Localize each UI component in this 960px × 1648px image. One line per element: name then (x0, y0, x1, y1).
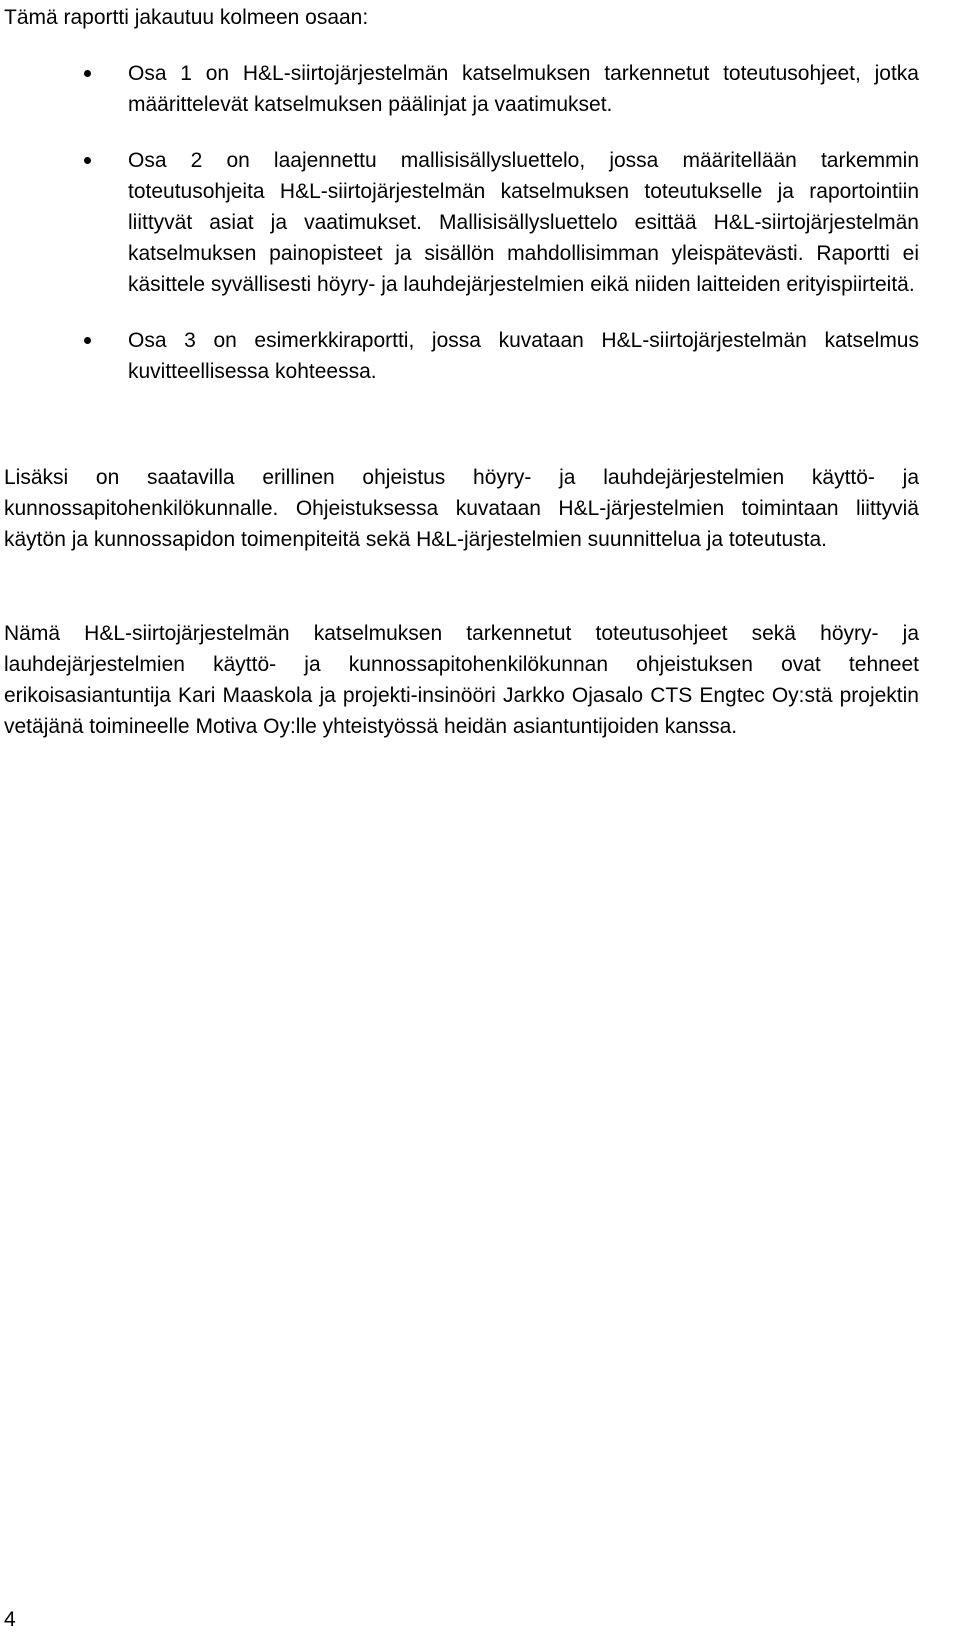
bullet-text: Osa 3 on esimerkkiraportti, jossa kuvataan H&L-siirtojärjestelmän katselmus kuvitteellisessa kohteessa. (128, 329, 919, 383)
list-item (4, 145, 919, 300)
list-item (4, 58, 919, 120)
bullet-text: Osa 1 on H&L-siirtojärjestelmän katselmuksen tarkennetut toteutusohjeet, jotka määrittelevät katselmuksen päälinjat ja vaatimukset. (128, 62, 919, 116)
bullet-text: Osa 2 on laajennettu mallisisällysluettelo, jossa määritellään tarkemmin toteutusohjeita H&L-siirtojärjestelmän katselmuksen toteutukselle ja raportointiin liittyvät asiat ja vaatimukset. Mallisisällysluettelo esittää H&L-siirtojärjestelmän katselmuksen painopisteet ja sisällön mahdollisimman yleispätevästi. Raportti ei käsittele syvällisesti höyry- ja lauhdejärjestelmien eikä niiden laitteiden erityispiirteitä. (128, 149, 919, 296)
bullet-icon (84, 337, 91, 344)
bullet-icon (84, 70, 91, 77)
bullet-list (4, 58, 919, 412)
list-item (4, 325, 919, 387)
paragraph-authors: Nämä H&L-siirtojärjestelmän katselmuksen tarkennetut toteutusohjeet sekä höyry- ja lauhdejärjestelmien käyttö- ja kunnossapitohenkilökunnan ohjeistuksen ovat tehneet erikoisasiantuntija Kari Maaskola ja projekti-insinööri Jarkko Ojasalo CTS Engtec Oy:stä projektin vetäjänä toimineelle Motiva Oy:lle yhteistyössä heidän asiantuntijoiden kanssa. (4, 622, 919, 738)
bullet-icon (84, 157, 91, 164)
page-number: 4 (4, 1608, 16, 1631)
paragraph-additional-guidance: Lisäksi on saatavilla erillinen ohjeistus höyry- ja lauhdejärjestelmien käyttö- ja kunnossapitohenkilökunnalle. Ohjeistuksessa kuvataan H&L-järjestelmien toimintaan liittyviä käytön ja kunnossapidon toimenpiteitä sekä H&L-järjestelmien suunnittelua ja toteutusta. (4, 466, 919, 551)
intro-text: Tämä raportti jakautuu kolmeen osaan: (4, 6, 369, 29)
